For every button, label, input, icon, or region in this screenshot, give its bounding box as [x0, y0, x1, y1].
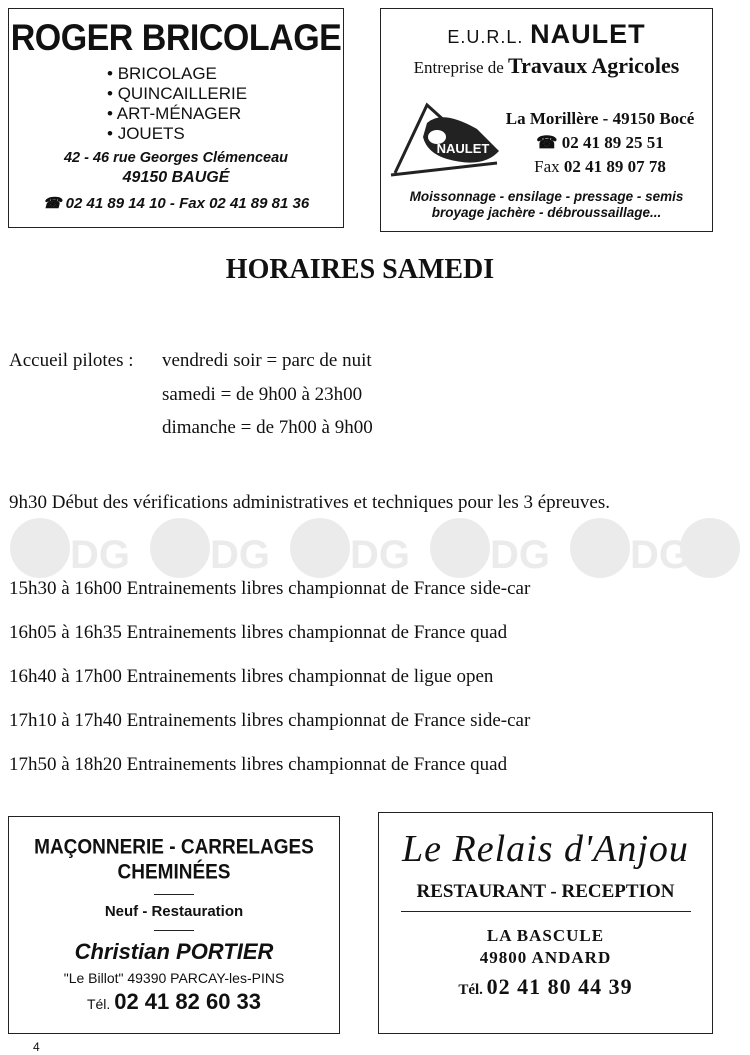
page-title: HORAIRES SAMEDI	[225, 254, 495, 285]
watermark-logo	[0, 508, 750, 628]
schedule-item: 17h50 à 18h20 Entrainements libres championnat de France quad	[9, 754, 508, 775]
logo-text: NAULET	[436, 141, 490, 156]
verifications-line: 9h30 Début des vérifications administratives et techniques pour les 3 épreuves.	[9, 492, 610, 513]
ad-title	[381, 19, 712, 50]
ad-phone-line	[379, 974, 712, 1000]
schedule-item: 16h40 à 17h00 Entrainements libres championnat de ligue open	[9, 666, 494, 687]
divider	[401, 911, 691, 912]
accueil-label: Accueil pilotes :	[9, 350, 134, 371]
subtitle-bold: Travaux Agricoles	[508, 53, 680, 78]
list-item: • ART-MÉNAGER	[107, 104, 343, 124]
ad-portier	[8, 816, 340, 1034]
ad-title: ROGER BRICOLAGE	[10, 17, 342, 59]
divider	[154, 930, 194, 931]
ad-naulet	[380, 8, 713, 232]
svg-text:DG: DG	[490, 533, 550, 577]
ad-name: Christian PORTIER	[74, 939, 274, 964]
ad-subtitle	[381, 53, 712, 79]
ad-title: MAÇONNERIE - CARRELAGES	[34, 835, 314, 859]
company-name: NAULET	[530, 19, 646, 49]
accueil-line: dimanche = de 7h00 à 9h00	[162, 417, 373, 438]
ad-address: 42 - 46 rue Georges Clémenceau	[63, 150, 289, 166]
schedule-item: 16h05 à 16h35 Entrainements libres championnat de France quad	[9, 622, 508, 643]
services-line: broyage jachère - débroussaillage...	[431, 205, 662, 220]
phone-icon: ☎	[42, 195, 66, 212]
ad-phone-line	[9, 194, 343, 212]
ad-subtitle: Neuf - Restauration	[104, 903, 244, 920]
ad-subtitle: RESTAURANT - RECEPTION	[416, 881, 675, 902]
ad-phone: 02 41 80 44 39	[486, 974, 633, 999]
ad-title-2: CHEMINÉES	[117, 860, 231, 884]
accueil-line: vendredi soir = parc de nuit	[162, 350, 372, 371]
ad-script-title: Le Relais d'Anjou	[402, 828, 689, 870]
ad-phone: 02 41 89 25 51	[561, 133, 664, 152]
svg-text:DG: DG	[350, 533, 410, 577]
accueil-line: samedi = de 9h00 à 23h00	[162, 384, 363, 405]
ad-services	[381, 189, 712, 221]
list-item: • QUINCAILLERIE	[107, 84, 343, 104]
tel-label: Tél.	[86, 996, 111, 1012]
fax-label: Fax	[534, 157, 560, 176]
ad-relais-anjou	[378, 812, 713, 1034]
ad-roger-bricolage	[8, 8, 344, 228]
list-item: • JOUETS	[107, 124, 343, 144]
ad-address: "Le Billot" 49390 PARCAY-les-PINS	[63, 970, 285, 986]
product-list	[107, 64, 343, 144]
phone-icon: ☎	[536, 133, 562, 152]
svg-text:DG: DG	[210, 533, 270, 577]
ad-phone-line	[9, 989, 339, 1015]
svg-text:DG: DG	[70, 533, 130, 577]
divider	[154, 894, 194, 895]
ad-city: 49800 ANDARD	[479, 948, 612, 967]
list-item: • BRICOLAGE	[107, 64, 343, 84]
svg-text:DG: DG	[630, 533, 690, 577]
company-prefix: E.U.R.L.	[447, 27, 524, 47]
ad-phone: 02 41 89 14 10 - Fax 02 41 89 81 36	[65, 195, 310, 212]
services-line: Moissonnage - ensilage - pressage - semis	[409, 189, 684, 204]
ad-address: La Morillère - 49150 Bocé	[505, 109, 695, 128]
ad-phone-line	[489, 131, 711, 155]
ad-address: LA BASCULE	[486, 926, 605, 945]
ad-phone: 02 41 82 60 33	[114, 989, 262, 1014]
naulet-logo	[387, 93, 505, 179]
schedule-item: 15h30 à 16h00 Entrainements libres championnat de France side-car	[9, 578, 531, 599]
ad-fax-line	[489, 155, 711, 179]
subtitle-prefix: Entreprise de	[413, 58, 504, 77]
tel-label: Tél.	[458, 982, 483, 998]
ad-contact	[489, 107, 711, 179]
page-number: 4	[33, 1040, 40, 1054]
ad-fax: 02 41 89 07 78	[563, 157, 666, 176]
schedule-item: 17h10 à 17h40 Entrainements libres championnat de France side-car	[9, 710, 531, 731]
ad-city: 49150 BAUGÉ	[122, 169, 230, 186]
